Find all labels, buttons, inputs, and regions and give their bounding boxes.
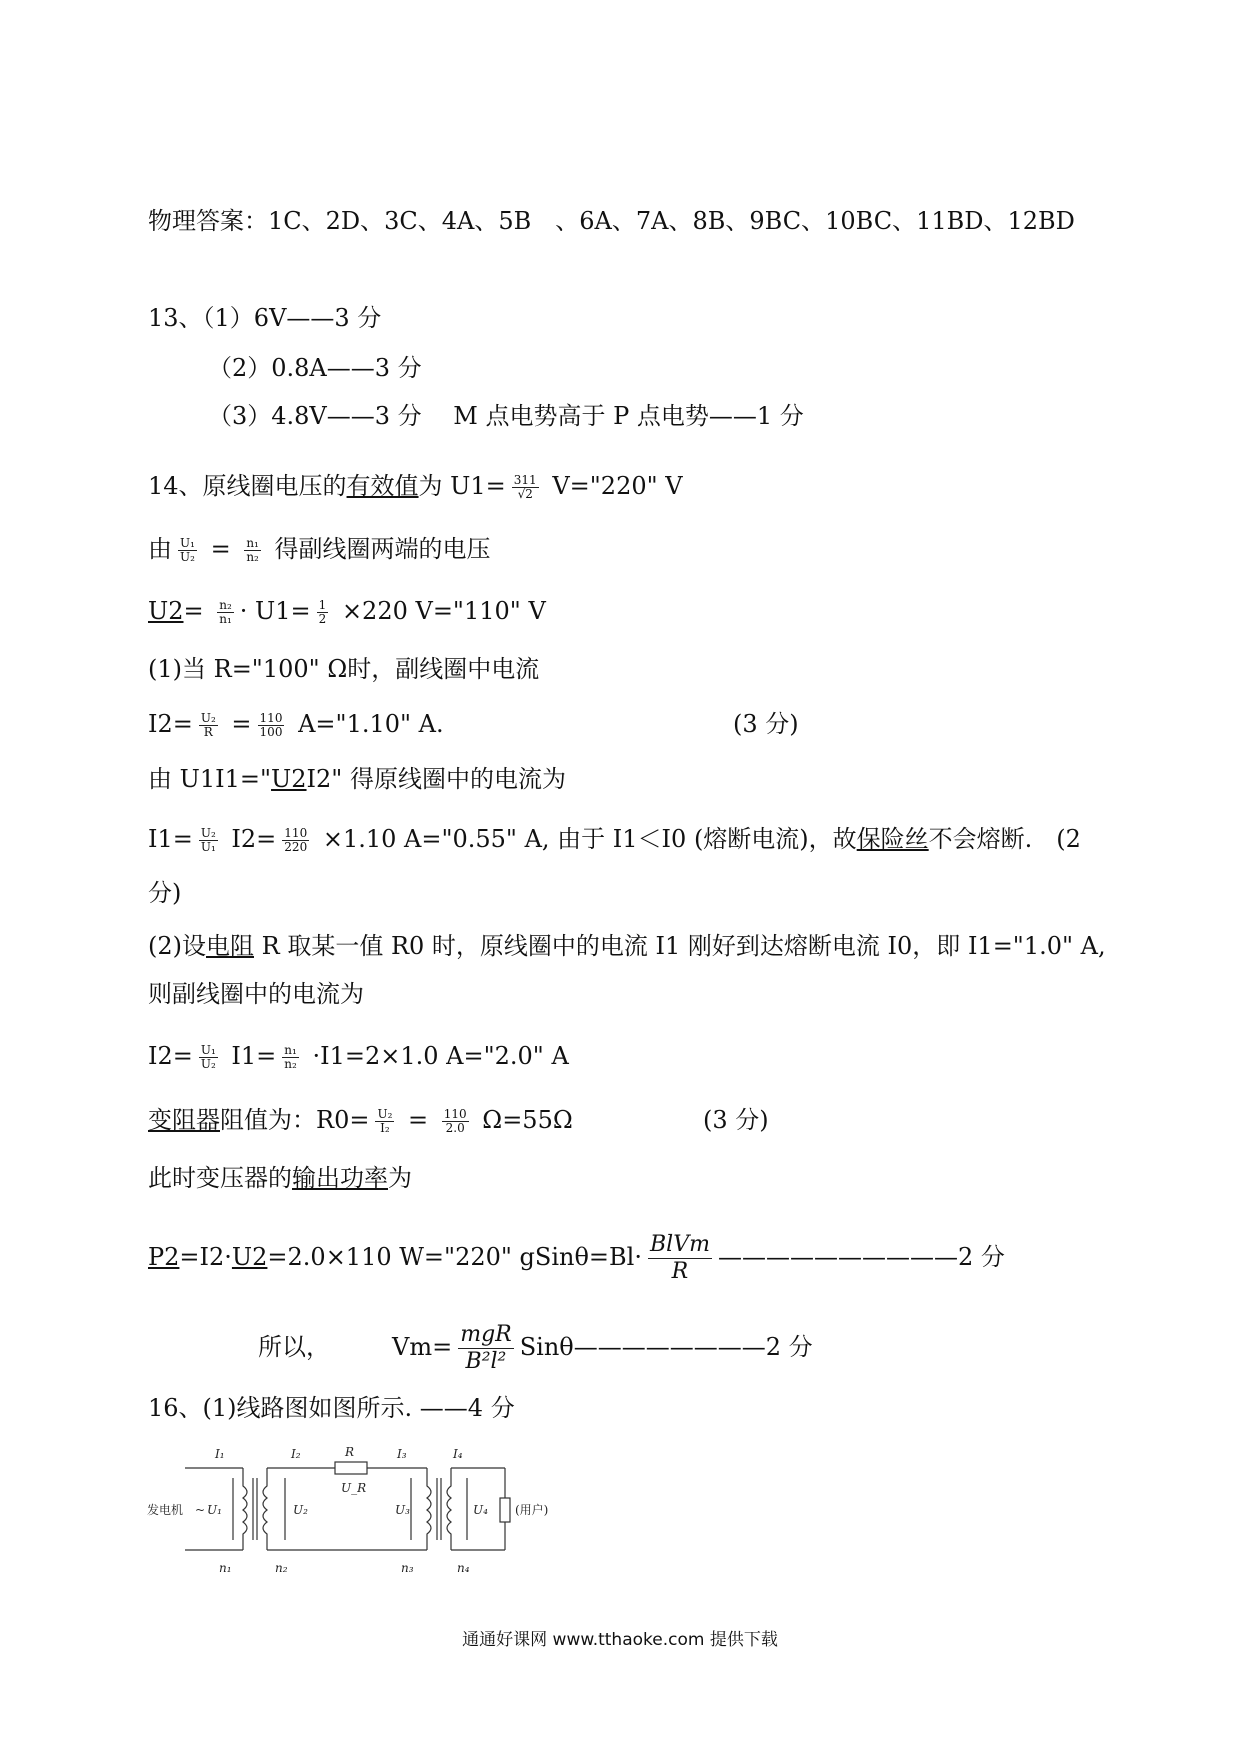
fraction: $\frac{\text{U₁}}{\text{U₂}}$: [200, 1043, 216, 1071]
q14-line3: U2= $\frac{\text{n₂}}{\text{n₁}}$ · U1= $\frac{1}{2}$ ×220 V="110" V: [148, 597, 546, 626]
label-U3: U₃: [395, 1503, 410, 1517]
label-n3: n₃: [401, 1561, 414, 1575]
q14-line14: P2=I2·U2=2.0×110 W="220" gSinθ=Bl· $\frac{\text{BlVm}}{R}$ ——————————2 分: [148, 1232, 1005, 1284]
label-U1: U₁: [207, 1503, 222, 1517]
label-I3: I₃: [397, 1447, 407, 1461]
q14-line10: 则副线圈中的电流为: [148, 980, 364, 1008]
score-label: (3 分): [703, 1106, 769, 1134]
generator-label: 发电机: [147, 1503, 184, 1517]
ac-symbol: ~: [195, 1503, 206, 1517]
q14-line12: 变阻器阻值为：R0= $\frac{\text{U₂}}{\text{I₂}}$ = $\frac{110}{2.0}$ Ω=55Ω: [148, 1106, 573, 1135]
primary-coil-2: [427, 1468, 431, 1550]
label-I4: I₄: [453, 1447, 463, 1461]
label-I1: I₁: [215, 1447, 225, 1461]
q14-line13: 此时变压器的输出功率为: [148, 1164, 412, 1192]
fraction: $\frac{\text{n₂}}{\text{n₁}}$: [219, 598, 232, 626]
label-n4: n₄: [457, 1561, 470, 1575]
secondary-coil-2: [447, 1468, 451, 1550]
fraction: $\frac{1}{2}$: [318, 598, 327, 626]
fraction: $\frac{\text{U₁}}{\text{U₂}}$: [180, 536, 195, 564]
fraction: $\frac{110}{100}$: [259, 711, 283, 739]
fraction: $\frac{110}{220}$: [284, 826, 308, 854]
q14-line8: 分): [148, 879, 182, 907]
label-UR: U_R: [341, 1481, 367, 1495]
underlined-term: 电阻: [206, 932, 254, 960]
user-label: (用户): [515, 1503, 549, 1517]
q13-part3: （3）4.8V——3 分 M 点电势高于 P 点电势——1 分: [208, 402, 804, 430]
secondary-coil-1: [263, 1468, 267, 1550]
q16-line: 16、(1)线路图如图所示. ——4 分: [148, 1394, 515, 1422]
label-U4: U₄: [473, 1503, 488, 1517]
q14-line5: I2= $\frac{\text{U₂}}{R}$ = $\frac{110}{100}$ A="1.10" A.: [148, 710, 444, 739]
primary-coil-1: [243, 1468, 247, 1550]
fraction: $\frac{\text{U₂}}{\text{U₁}}$: [200, 826, 216, 854]
label-n1: n₁: [219, 1561, 232, 1575]
fraction: $\frac{\text{mgR}}{\text{B²l²}}$: [460, 1322, 512, 1374]
underlined-term: 输出功率: [292, 1164, 388, 1192]
fraction: $\frac{311}{√2}$: [513, 473, 537, 501]
answers-line: 物理答案：1C、2D、3C、4A、5B 、6A、7A、8B、9BC、10BC、11BD、12BD: [148, 207, 1075, 235]
q13-part1: 13、（1）6V——3 分: [148, 304, 382, 332]
q14-line4: (1)当 R="100" Ω时，副线圈中电流: [148, 655, 540, 683]
q14-line11: I2= $\frac{\text{U₁}}{\text{U₂}}$ I1= $\frac{\text{n₁}}{\text{n₂}}$ ·I1=2×1.0 A="2.0" A: [148, 1042, 569, 1071]
score-label: (3 分): [733, 710, 799, 738]
resistor-R: [335, 1462, 367, 1474]
q14-line15: 所以， Vm= $\frac{\text{mgR}}{\text{B²l²}}$ Sinθ————————2 分: [258, 1322, 813, 1374]
q14-line6: 由 U1I1="U2I2" 得原线圈中的电流为: [148, 765, 566, 793]
fraction: $\frac{\text{BlVm}}{R}$: [649, 1232, 710, 1284]
q14-line9: (2)设电阻 R 取某一值 R0 时，原线圈中的电流 I1 刚好到达熔断电流 I0，即 I1="1.0" A,: [148, 932, 1106, 960]
label-I2: I₂: [291, 1447, 301, 1461]
fraction: $\frac{\text{U₂}}{\text{I₂}}$: [377, 1107, 393, 1135]
fraction: $\frac{110}{2.0}$: [443, 1107, 467, 1135]
fraction: $\frac{\text{n₁}}{\text{n₂}}$: [284, 1043, 297, 1071]
underlined-term: 有效值: [346, 472, 419, 500]
label-R: R: [345, 1445, 355, 1459]
transmission-circuit-diagram: [145, 1438, 565, 1578]
q13-part2: （2）0.8A——3 分: [208, 354, 422, 382]
underlined-term: 保险丝: [856, 825, 929, 853]
underlined-term: 变阻器: [148, 1106, 220, 1134]
label-U2: U₂: [293, 1503, 308, 1517]
footer-source: 通通好课网 www.tthaoke.com 提供下载: [462, 1630, 778, 1650]
fraction: $\frac{\text{U₂}}{R}$: [200, 711, 216, 739]
label-n2: n₂: [275, 1561, 288, 1575]
q14-line1: 14、原线圈电压的有效值为 U1= $\frac{311}{√2}$ V="220" V: [148, 472, 683, 501]
q14-line7: I1= $\frac{\text{U₂}}{\text{U₁}}$ I2= $\frac{110}{220}$ ×1.10 A="0.55" A, 由于 I1＜I0 (熔断电流)，故保险丝不会熔断. (2: [148, 825, 1081, 854]
fraction: $\frac{\text{n₁}}{\text{n₂}}$: [246, 536, 259, 564]
user-load: [500, 1498, 510, 1522]
q14-line2: 由 $\frac{\text{U₁}}{\text{U₂}}$ = $\frac{\text{n₁}}{\text{n₂}}$ 得副线圈两端的电压: [148, 535, 491, 564]
